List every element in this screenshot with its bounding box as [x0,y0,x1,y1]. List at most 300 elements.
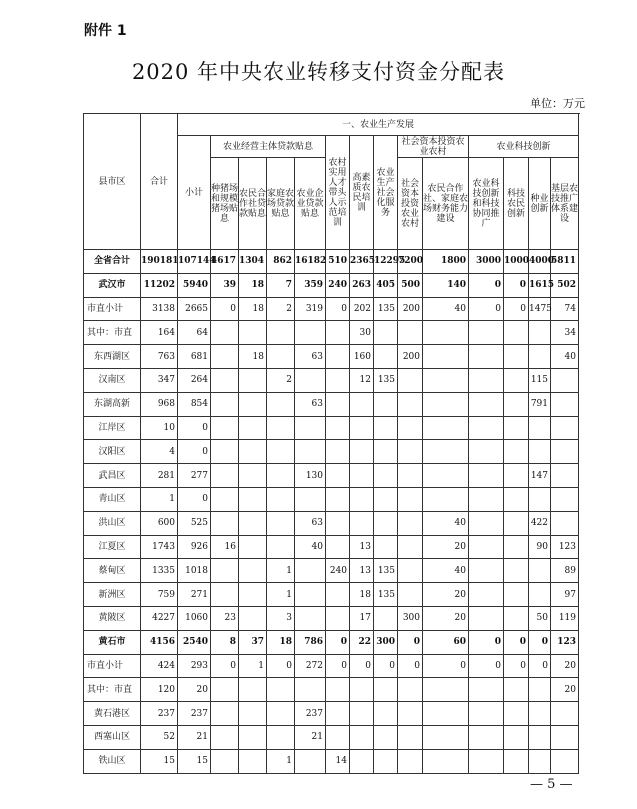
value-cell: 190181 [141,250,178,274]
value-cell: 0 [469,273,504,297]
value-cell: 272 [295,654,326,678]
value-cell [529,440,551,464]
value-cell [211,392,239,416]
value-cell: 1 [267,559,295,583]
value-cell: 200 [398,345,423,369]
col-coop-finance: 农民合作社、家庭农场财务能力建设 [423,158,469,250]
value-cell: 52 [141,725,178,749]
region-cell: 东西湖区 [84,345,141,369]
value-cell: 786 [295,630,326,654]
region-cell: 黄石港区 [84,702,141,726]
value-cell: 13 [350,559,374,583]
value-cell [295,606,326,630]
value-cell [469,725,504,749]
value-cell [504,440,529,464]
value-cell: 854 [178,392,211,416]
value-cell: 40 [423,559,469,583]
value-cell: 0 [350,654,374,678]
value-cell: 0 [211,654,239,678]
value-cell [295,678,326,702]
value-cell [295,321,326,345]
value-cell: 4227 [141,606,178,630]
region-cell: 黄石市 [84,630,141,654]
value-cell: 40 [551,345,579,369]
value-cell: 40 [423,511,469,535]
value-cell [469,559,504,583]
value-cell: 0 [469,297,504,321]
value-cell [374,345,398,369]
value-cell [239,321,267,345]
value-cell [504,535,529,559]
value-cell: 115 [529,368,551,392]
region-cell: 市直小计 [84,654,141,678]
value-cell: 424 [141,654,178,678]
value-cell [350,725,374,749]
value-cell [239,464,267,488]
value-cell [211,464,239,488]
value-cell [267,511,295,535]
col-capital-rural: 社会资本投资农业农村 [398,158,423,250]
value-cell: 1304 [239,250,267,274]
value-cell: 422 [529,511,551,535]
value-cell [469,678,504,702]
value-cell: 0 [469,630,504,654]
value-cell [239,583,267,607]
value-cell [239,392,267,416]
value-cell [374,702,398,726]
value-cell [211,416,239,440]
value-cell [267,678,295,702]
value-cell: 525 [178,511,211,535]
value-cell: 4156 [141,630,178,654]
value-cell: 3000 [469,250,504,274]
value-cell [211,368,239,392]
value-cell [529,725,551,749]
value-cell [398,368,423,392]
value-cell: 20 [551,654,579,678]
value-cell [551,487,579,511]
value-cell [326,416,350,440]
col-group-tech: 农业科技创新 [469,136,579,158]
value-cell [469,321,504,345]
value-cell: 12295 [374,250,398,274]
value-cell [326,725,350,749]
value-cell [469,440,504,464]
value-cell [211,702,239,726]
value-cell [211,559,239,583]
value-cell: 130 [295,464,326,488]
col-region: 县市区 [84,114,141,250]
value-cell: 359 [295,273,326,297]
value-cell [239,368,267,392]
value-cell: 0 [211,297,239,321]
region-cell: 江岸区 [84,416,141,440]
value-cell [211,487,239,511]
value-cell: 18 [239,345,267,369]
col-seed: 种业创新 [529,158,551,250]
value-cell: 4617 [211,250,239,274]
value-cell: 15 [178,749,211,773]
value-cell [398,464,423,488]
value-cell: 1743 [141,535,178,559]
value-cell [469,464,504,488]
value-cell: 271 [178,583,211,607]
value-cell: 135 [374,559,398,583]
value-cell [239,511,267,535]
value-cell: 681 [178,345,211,369]
value-cell [398,559,423,583]
value-cell [469,368,504,392]
value-cell [504,559,529,583]
value-cell [211,678,239,702]
region-cell: 江夏区 [84,535,141,559]
col-group-loan: 农业经营主体贷款贴息 [211,136,326,158]
value-cell [326,464,350,488]
value-cell: 20 [178,678,211,702]
value-cell [350,702,374,726]
value-cell: 240 [326,559,350,583]
value-cell: 120 [141,678,178,702]
table-row [84,487,579,511]
value-cell [504,321,529,345]
value-cell [504,583,529,607]
value-cell [551,440,579,464]
value-cell [529,559,551,583]
value-cell [267,345,295,369]
value-cell [398,392,423,416]
value-cell [239,416,267,440]
value-cell [551,464,579,488]
value-cell [529,583,551,607]
value-cell [423,678,469,702]
value-cell [374,487,398,511]
value-cell [350,487,374,511]
value-cell [423,725,469,749]
value-cell: 0 [267,654,295,678]
col-rural-talent: 农村实用人才带头人示范培训 [326,136,350,250]
value-cell: 1000 [504,250,529,274]
value-cell: 0 [529,654,551,678]
value-cell [504,345,529,369]
value-cell [374,464,398,488]
value-cell: 0 [178,440,211,464]
table-row [84,345,579,369]
value-cell [398,511,423,535]
value-cell [295,487,326,511]
value-cell: 15 [141,749,178,773]
value-cell [326,678,350,702]
col-social-service: 农业生产社会化服务 [374,136,398,250]
value-cell [469,535,504,559]
value-cell: 3 [267,606,295,630]
value-cell [469,606,504,630]
value-cell [423,487,469,511]
value-cell: 18 [350,583,374,607]
value-cell: 2 [267,368,295,392]
table-row [84,702,579,726]
value-cell: 0 [469,654,504,678]
value-cell: 0 [398,654,423,678]
value-cell [211,583,239,607]
value-cell [374,511,398,535]
value-cell [469,345,504,369]
value-cell [326,368,350,392]
value-cell [267,464,295,488]
value-cell [267,440,295,464]
value-cell [239,749,267,773]
value-cell: 50 [529,606,551,630]
value-cell: 23 [211,606,239,630]
table-row [84,678,579,702]
value-cell [374,725,398,749]
value-cell: 1335 [141,559,178,583]
table-row [84,392,579,416]
value-cell [398,749,423,773]
value-cell: 30 [350,321,374,345]
value-cell [326,487,350,511]
page-title: 2020 年中央农业转移支付资金分配表 [131,60,506,84]
value-cell: 8 [211,630,239,654]
value-cell: 12 [350,368,374,392]
value-cell: 0 [398,630,423,654]
value-cell [326,606,350,630]
table-row [84,297,579,321]
value-cell: 1615 [529,273,551,297]
value-cell: 13 [350,535,374,559]
value-cell: 123 [551,535,579,559]
value-cell [374,416,398,440]
value-cell: 0 [326,297,350,321]
value-cell: 18 [267,630,295,654]
value-cell [326,511,350,535]
value-cell [423,321,469,345]
value-cell [239,559,267,583]
col-pig-loan: 种猪场和规模猪场贴息 [211,158,239,250]
value-cell [504,487,529,511]
table-row [84,511,579,535]
value-cell: 3138 [141,297,178,321]
value-cell: 89 [551,559,579,583]
value-cell: 1 [239,654,267,678]
value-cell: 264 [178,368,211,392]
col-tech-farmer: 科技农民创新 [504,158,529,250]
value-cell: 763 [141,345,178,369]
value-cell [211,725,239,749]
unit-label: 单位：万元 [530,97,585,110]
value-cell [398,583,423,607]
value-cell [295,416,326,440]
value-cell: 926 [178,535,211,559]
value-cell [374,749,398,773]
value-cell: 277 [178,464,211,488]
value-cell [423,345,469,369]
region-cell: 西塞山区 [84,725,141,749]
value-cell: 4000 [529,250,551,274]
value-cell [398,702,423,726]
value-cell [239,535,267,559]
value-cell: 1060 [178,606,211,630]
region-cell: 市直小计 [84,297,141,321]
value-cell [374,440,398,464]
value-cell [374,678,398,702]
value-cell [350,392,374,416]
value-cell [504,392,529,416]
region-cell: 武昌区 [84,464,141,488]
value-cell: 63 [295,392,326,416]
value-cell: 347 [141,368,178,392]
value-cell [529,702,551,726]
value-cell [551,511,579,535]
value-cell [469,416,504,440]
value-cell: 405 [374,273,398,297]
value-cell: 510 [326,250,350,274]
value-cell: 0 [529,630,551,654]
value-cell [504,702,529,726]
value-cell [326,702,350,726]
value-cell: 500 [398,273,423,297]
value-cell: 2540 [178,630,211,654]
value-cell [469,487,504,511]
value-cell: 600 [141,511,178,535]
value-cell [326,440,350,464]
region-cell: 黄陂区 [84,606,141,630]
value-cell [504,606,529,630]
col-group-capital: 社会资本投资农业农村 [398,136,469,158]
allocation-table [83,113,579,774]
region-cell: 汉阳区 [84,440,141,464]
value-cell: 759 [141,583,178,607]
value-cell [551,749,579,773]
value-cell: 502 [551,273,579,297]
value-cell [350,749,374,773]
region-cell: 青山区 [84,487,141,511]
table-row [84,321,579,345]
value-cell [295,440,326,464]
value-cell: 160 [350,345,374,369]
value-cell: 0 [504,654,529,678]
value-cell: 293 [178,654,211,678]
value-cell [239,725,267,749]
value-cell: 1 [267,749,295,773]
value-cell [398,487,423,511]
page-number: — 5 — [530,777,573,792]
table-row [84,368,579,392]
value-cell: 135 [374,583,398,607]
value-cell: 17 [350,606,374,630]
value-cell [239,487,267,511]
value-cell: 2365 [350,250,374,274]
table-row [84,749,579,773]
value-cell: 1 [141,487,178,511]
value-cell: 300 [398,606,423,630]
region-cell: 东湖高新 [84,392,141,416]
value-cell [350,464,374,488]
value-cell: 147 [529,464,551,488]
value-cell: 21 [295,725,326,749]
value-cell [551,416,579,440]
value-cell [350,511,374,535]
value-cell: 319 [295,297,326,321]
value-cell [326,321,350,345]
value-cell: 0 [326,630,350,654]
value-cell: 5940 [178,273,211,297]
value-cell: 202 [350,297,374,321]
value-cell: 18 [239,273,267,297]
value-cell: 135 [374,368,398,392]
value-cell: 140 [423,273,469,297]
value-cell: 862 [267,250,295,274]
value-cell: 135 [374,297,398,321]
table-body [84,250,579,774]
value-cell [374,606,398,630]
table-row [84,606,579,630]
value-cell [504,725,529,749]
value-cell [326,583,350,607]
value-cell [423,749,469,773]
value-cell: 10 [141,416,178,440]
value-cell [529,678,551,702]
value-cell [504,368,529,392]
value-cell: 20 [423,535,469,559]
value-cell: 37 [239,630,267,654]
value-cell: 4 [141,440,178,464]
value-cell [267,487,295,511]
region-cell: 铁山区 [84,749,141,773]
value-cell: 90 [529,535,551,559]
value-cell: 237 [141,702,178,726]
value-cell: 16 [211,535,239,559]
value-cell: 39 [211,273,239,297]
table-row [84,250,579,274]
value-cell [295,559,326,583]
value-cell: 2 [267,297,295,321]
region-cell: 其中：市直 [84,678,141,702]
col-farm-loan: 家庭农场贷款贴息 [267,158,295,250]
value-cell: 18 [239,297,267,321]
value-cell [423,464,469,488]
value-cell: 2665 [178,297,211,321]
value-cell: 16182 [295,250,326,274]
value-cell: 0 [504,630,529,654]
value-cell: 21 [178,725,211,749]
value-cell [398,678,423,702]
value-cell: 119 [551,606,579,630]
value-cell [295,583,326,607]
value-cell [267,392,295,416]
region-cell: 全省合计 [84,250,141,274]
value-cell: 263 [350,273,374,297]
value-cell: 20 [423,606,469,630]
value-cell: 237 [178,702,211,726]
value-cell [267,725,295,749]
col-total: 合计 [141,114,178,250]
value-cell: 7 [267,273,295,297]
value-cell [350,416,374,440]
region-cell: 其中：市直 [84,321,141,345]
table-row [84,583,579,607]
value-cell: 240 [326,273,350,297]
value-cell [423,440,469,464]
value-cell [211,345,239,369]
value-cell: 123 [551,630,579,654]
value-cell: 1 [267,583,295,607]
value-cell [239,678,267,702]
value-cell: 0 [178,487,211,511]
col-section: 一、农业生产发展 [178,114,579,136]
col-coop-loan: 农民合作社贷款贴息 [239,158,267,250]
value-cell: 20 [551,678,579,702]
table-row [84,535,579,559]
